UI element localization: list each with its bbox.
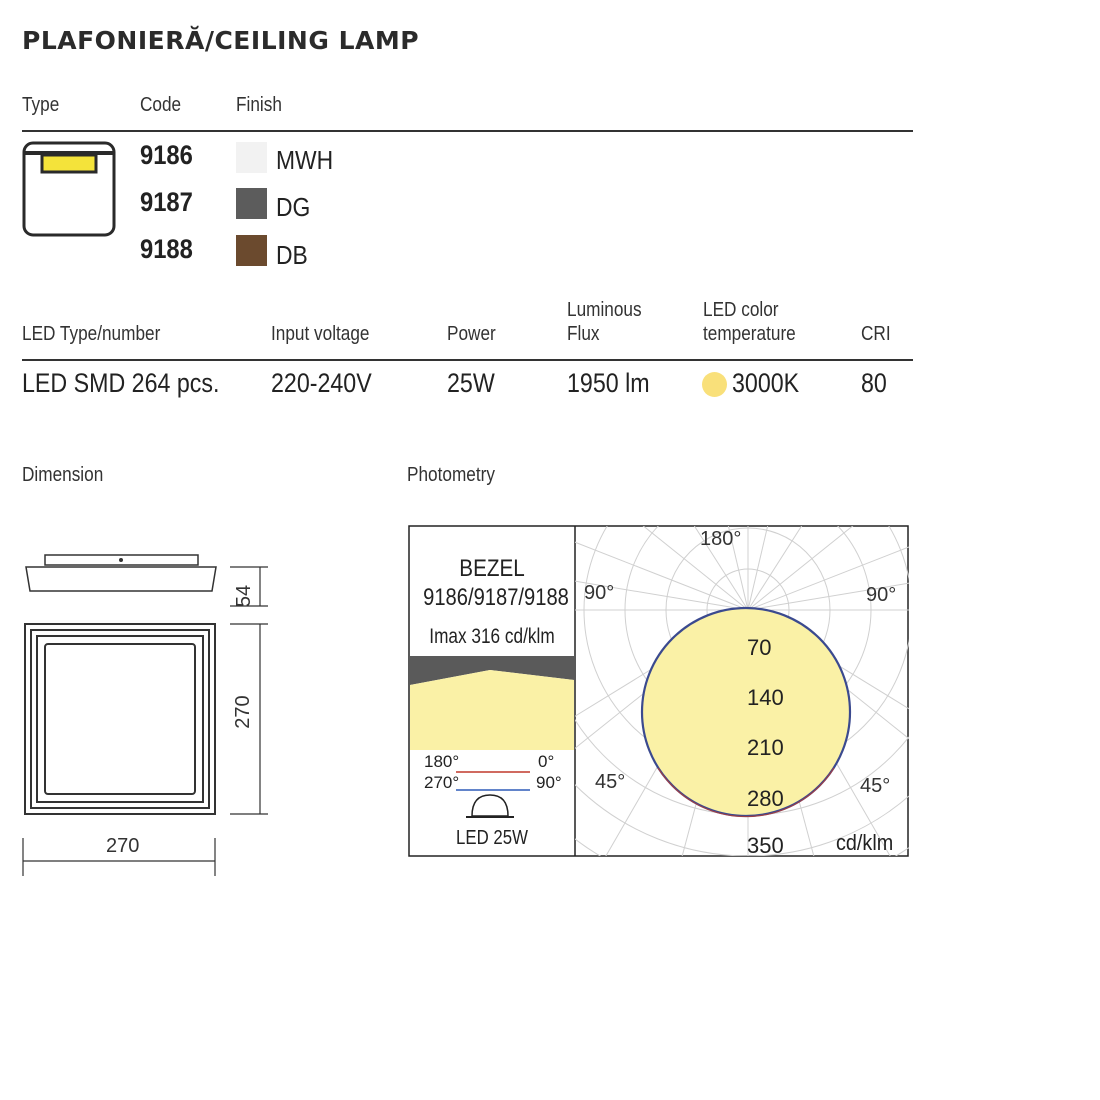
finish-swatch-dg bbox=[236, 188, 267, 219]
angle-right-90: 90° bbox=[866, 584, 897, 606]
specs-rule bbox=[22, 359, 913, 361]
legend-270: 270° bbox=[424, 773, 460, 792]
bezel-codes: 9186/9187/9188 bbox=[423, 584, 569, 611]
photometry-label: Photometry bbox=[407, 464, 495, 486]
led-power-label: LED 25W bbox=[456, 827, 528, 849]
led-type-header: LED Type/number bbox=[22, 323, 161, 345]
finish-label-mwh: MWH bbox=[276, 145, 334, 175]
radial-label-140: 140 bbox=[747, 685, 784, 710]
side-view-body bbox=[26, 567, 216, 591]
finish-label-db: DB bbox=[276, 240, 308, 270]
header-rule bbox=[22, 130, 913, 132]
height-dimension-value: 54 bbox=[233, 584, 255, 608]
code-9188: 9188 bbox=[140, 234, 193, 264]
imax-value: Imax 316 cd/klm bbox=[429, 625, 555, 648]
input-voltage-header: Input voltage bbox=[271, 323, 370, 345]
led-type-value: LED SMD 264 pcs. bbox=[22, 368, 220, 398]
finish-label-dg: DG bbox=[276, 192, 311, 222]
ceiling-lamp-type-icon bbox=[22, 140, 118, 238]
radial-label-210: 210 bbox=[747, 735, 784, 760]
depth-dimension-value: 270 bbox=[232, 695, 254, 729]
type-header: Type bbox=[22, 94, 60, 116]
input-voltage-value: 220-240V bbox=[271, 368, 372, 398]
legend-90: 90° bbox=[536, 773, 562, 792]
angle-180: 180° bbox=[700, 528, 742, 550]
code-9186: 9186 bbox=[140, 140, 193, 170]
width-dimension-value: 270 bbox=[106, 835, 140, 857]
color-temp-dot-icon bbox=[702, 372, 727, 397]
top-view-outer bbox=[25, 624, 215, 814]
finish-header: Finish bbox=[236, 94, 282, 116]
beam-fill bbox=[410, 670, 574, 750]
power-header: Power bbox=[447, 323, 496, 345]
power-value: 25W bbox=[447, 368, 495, 398]
angle-left-90: 90° bbox=[584, 582, 615, 604]
light-distribution-curve bbox=[642, 608, 850, 816]
photometry-unit: cd/klm bbox=[836, 830, 894, 855]
color-temp-value: 3000K bbox=[732, 368, 800, 398]
legend-0: 0° bbox=[538, 752, 555, 771]
radial-label-350: 350 bbox=[747, 833, 784, 858]
page-title: PLAFONIERĂ/CEILING LAMP bbox=[22, 26, 420, 55]
radial-label-70: 70 bbox=[747, 635, 772, 660]
luminous-flux-header-line1: Luminous bbox=[567, 299, 642, 321]
radial-label-280: 280 bbox=[747, 786, 784, 811]
angle-left-45: 45° bbox=[595, 771, 626, 793]
bezel-label: BEZEL bbox=[459, 555, 525, 582]
luminous-flux-header-line2: Flux bbox=[567, 323, 600, 345]
code-9187: 9187 bbox=[140, 187, 193, 217]
angle-right-45: 45° bbox=[860, 775, 891, 797]
legend-180: 180° bbox=[424, 752, 460, 771]
finish-swatch-mwh bbox=[236, 142, 267, 173]
luminous-flux-value: 1950 lm bbox=[567, 368, 650, 398]
code-header: Code bbox=[140, 94, 182, 116]
cri-value: 80 bbox=[861, 368, 887, 398]
finish-swatch-db bbox=[236, 235, 267, 266]
cri-header: CRI bbox=[861, 323, 891, 345]
dimension-label: Dimension bbox=[22, 464, 104, 486]
color-temp-header-line1: LED color bbox=[703, 299, 779, 321]
color-temp-header-line2: temperature bbox=[703, 323, 796, 345]
